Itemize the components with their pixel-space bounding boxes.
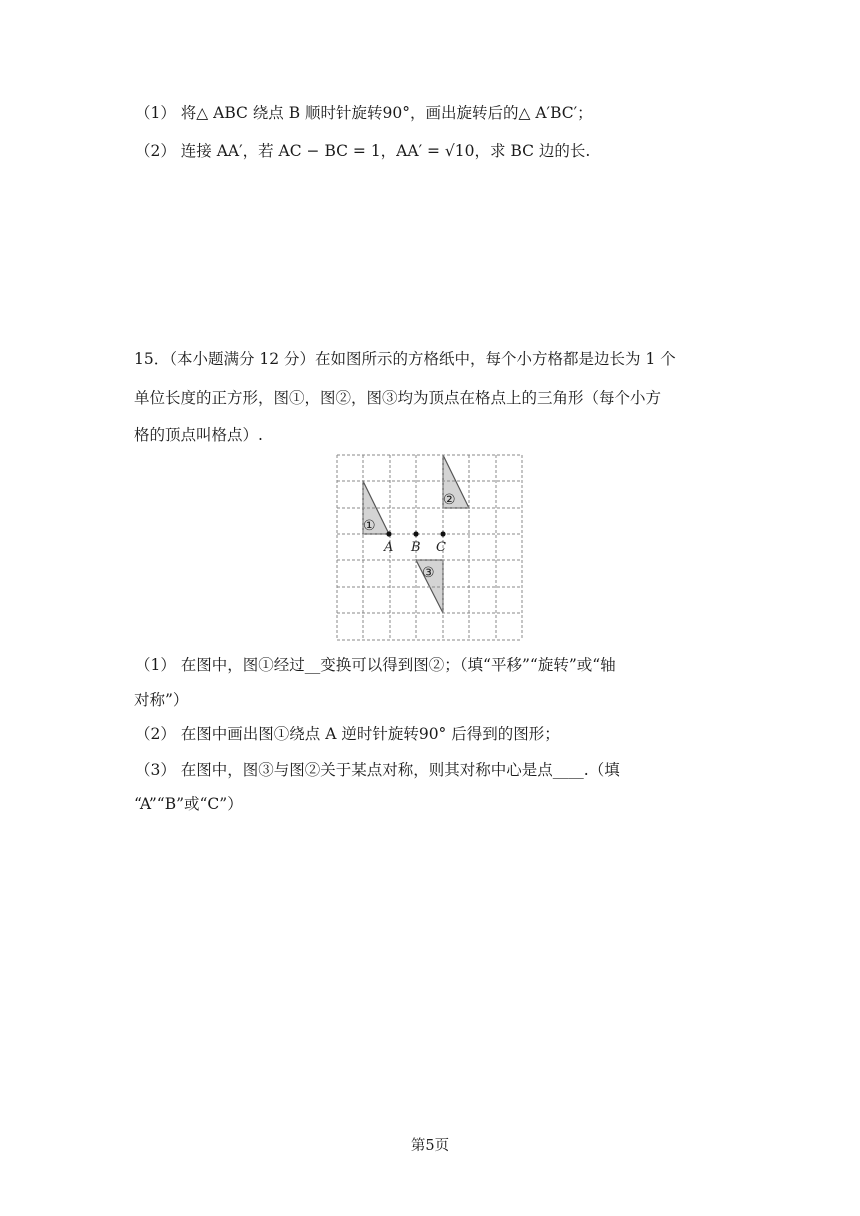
- question-15-stem-line-3: 格的顶点叫格点）.: [134, 426, 263, 444]
- point-a: [386, 531, 391, 536]
- label-shape-3: ③: [422, 565, 435, 581]
- point-b: [413, 531, 418, 536]
- question-15-stem-line-2: 单位长度的正方形，图①，图②，图③均为顶点在格点上的三角形（每个小方: [134, 389, 662, 407]
- label-shape-2: ②: [443, 492, 456, 508]
- page-number: 第5页: [410, 1138, 450, 1154]
- question-15-part-3-line-1: （3） 在图中，图③与图②关于某点对称，则其对称中心是点____.（填: [135, 761, 620, 779]
- grid-figure: [336, 452, 526, 644]
- question-14-part-1: （1） 将△ ABC 绕点 B 顺时针旋转90°，画出旋转后的△ A′BC′；: [135, 104, 593, 122]
- question-15-part-2: （2） 在图中画出图①绕点 A 逆时针旋转90° 后得到的图形；: [135, 725, 560, 743]
- question-15-part-1-line-2: 对称”）: [134, 691, 189, 709]
- question-14-part-2: （2） 连接 AA′，若 AC − BC = 1，AA′ = √10，求 BC 边的长.: [135, 142, 591, 160]
- label-point-b: B: [411, 540, 421, 555]
- question-15-part-3-line-2: “A”“B”或“C”）: [134, 795, 243, 813]
- label-point-c: C: [436, 540, 446, 555]
- question-15-part-1-line-1: （1） 在图中，图①经过__变换可以得到图②；（填“平移”“旋转”或“轴: [135, 656, 616, 674]
- dashed-grid: [337, 455, 522, 640]
- point-c: [440, 531, 445, 536]
- label-point-a: A: [384, 540, 394, 555]
- label-shape-1: ①: [363, 518, 376, 534]
- question-15-stem-line-1: 15．（本小题满分 12 分）在如图所示的方格纸中，每个小方格都是边长为 1 个: [134, 350, 676, 368]
